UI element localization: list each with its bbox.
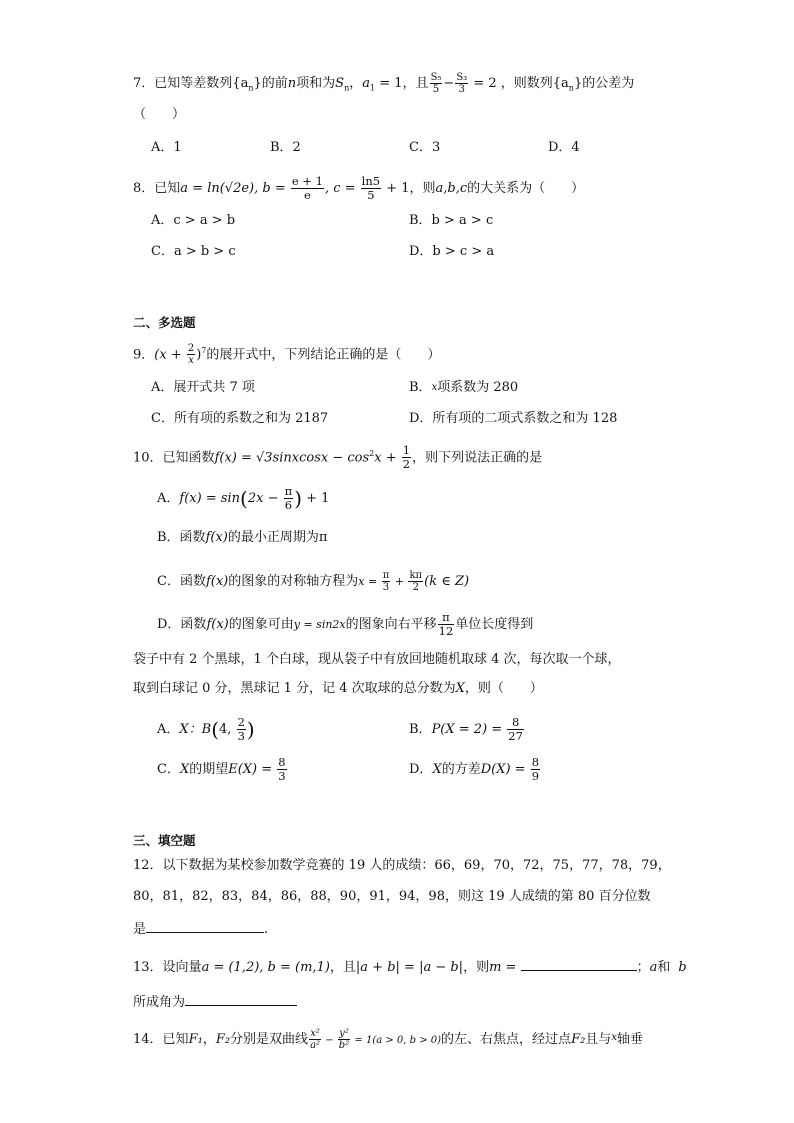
q13-line1: 13．设向量a = (1,2), b = (m,1)，且|a + b| = |a − b|，则m = ；a和 b <box>133 956 687 978</box>
q8-option-a: A．c > a > b <box>151 213 236 228</box>
q7-var-n: n <box>287 76 297 91</box>
q10-option-a: A．f(x) = sin(2x − $\frac{\pi}{6}$ ) + 1 <box>157 484 330 512</box>
q10-power: 2 <box>369 449 375 458</box>
q10-option-b: B．函数f(x)的最小正周期为π <box>157 530 328 545</box>
q9-option-a: A．展开式共 7 项 <box>151 380 255 395</box>
q8-option-d: D．b > c > a <box>409 244 495 259</box>
q8-frac-c: $\frac{\ln 5}{5}$ <box>361 174 381 202</box>
q8-expr: a = ln(√2e), b = <box>180 181 290 196</box>
q7-text: − <box>443 76 455 91</box>
q7-option-c: C．3 <box>409 140 441 155</box>
q7-option-b: B．2 <box>270 140 301 155</box>
q12-line2: 80，81，82，83，84，86，88，90，91，94，98，则这 19 人成绩的第 80 百分位数 <box>133 889 651 904</box>
q8-number: 8． <box>133 181 155 196</box>
q7-text: 已知等差数列 <box>154 76 233 91</box>
section-multiple-choice: 二、多选题 <box>133 315 196 330</box>
q7-paren: （ ） <box>133 107 186 122</box>
q9-option-b: B．$^x$项系数为 280 <box>409 380 519 395</box>
q7-text: 项和为 <box>296 76 336 91</box>
q7-text: ，且 <box>402 76 429 91</box>
q9-expr: ) <box>196 347 202 363</box>
q10-expr: x + <box>374 450 401 466</box>
q7-sub: 1 <box>370 83 376 93</box>
q9-option-d: D．所有项的二项式系数之和为 128 <box>409 411 618 426</box>
q11-line1: 袋子中有 2 个黑球，1 个白球，现从袋子中有放回地随机取球 4 次，每次取一个球， <box>133 652 621 667</box>
q7-option-d: D．4 <box>548 140 580 155</box>
q11-option-a: A．X：B(4, $\frac{2}{3}$ ) <box>157 715 255 743</box>
q7-text: 的公差为 <box>582 76 635 91</box>
q10-expr: f(x) = √3sinxcosx − cos <box>214 450 370 466</box>
q11-option-b: B．P(X = 2) = $\frac{8}{27}$ <box>409 715 523 743</box>
q13-line2: 所成角为 <box>133 991 297 1013</box>
q7-text: = 2 ， <box>469 76 514 91</box>
q11-option-d: D．X的方差D(X) = $\frac{8}{9}$ <box>409 755 540 783</box>
q10-option-c: C．函数f(x)的图象的对称轴方程为x = $\frac{\pi}{3}$ + $\frac{k\pi}{2}$ (k ∈ Z) <box>157 570 470 593</box>
q11-option-c: C．X的期望E(X) = $\frac{8}{3}$ <box>157 755 286 783</box>
q7-var-a: a <box>362 76 371 91</box>
q10-number: 10． <box>133 450 163 466</box>
q9-line1 <box>133 341 440 366</box>
q8-text: 已知 <box>154 181 181 196</box>
q9-frac: $\frac{2}{x}$ <box>187 343 195 367</box>
q8-frac-b: $\frac{e + 1}{e}$ <box>291 174 323 202</box>
q7-text: 则数列 <box>513 76 553 91</box>
q7-number: 7． <box>133 76 155 91</box>
q9-number: 9． <box>133 347 155 363</box>
q9-text: 的展开式中，下列结论正确的是（ ） <box>206 347 441 363</box>
q8-option-c: C．a > b > c <box>151 244 236 259</box>
q11-line2: 取到白球记 0 分，黑球记 1 分，记 4 次取球的总分数为X，则（ ） <box>133 681 543 696</box>
q12-line3: 是 . <box>133 918 268 940</box>
q7-line1 <box>133 72 634 99</box>
q9-power: 7 <box>201 346 207 355</box>
q7-text: 的前 <box>261 76 288 91</box>
q7-sub: n <box>344 83 350 93</box>
q7-seq: $\{a_n\}$ <box>232 76 262 93</box>
q7-seq: $\{a_n\}$ <box>552 76 583 93</box>
q7-frac-s5: $\frac{\text{S₅}}{5}$ <box>430 72 442 95</box>
q10-text: ，则下列说法正确的是 <box>412 450 543 466</box>
q13-answer-blank-1[interactable] <box>521 956 637 971</box>
q9-option-c: C．所有项的系数之和为 2187 <box>151 411 329 426</box>
q7-var-s: S <box>335 76 345 91</box>
q10-text: 已知函数 <box>162 450 215 466</box>
q7-text: ， <box>349 76 363 91</box>
section-fill-in: 三、填空题 <box>133 833 196 848</box>
q7-text: = 1 <box>375 76 403 91</box>
q8-line1 <box>133 175 584 202</box>
q8-expr: + 1 <box>382 181 410 196</box>
q8-vars: a,b,c <box>435 181 468 196</box>
q10-frac-half: $\frac{1}{2}$ <box>402 443 411 472</box>
q10-line1 <box>133 444 542 471</box>
q8-text: ，则 <box>409 181 436 196</box>
q8-expr: , c = <box>324 181 360 196</box>
q7-frac-s3: $\frac{\text{S₃}}{3}$ <box>456 72 468 95</box>
q8-option-b: B．b > a > c <box>409 213 494 228</box>
q14-line1: 14．已知F₁，F₂分别是双曲线 $\frac{\text{x²}}{\text{a²}}$ − $\frac{\text{y²}}{\text{b²}}$ = 1(a > 0, b > 0)的左、右焦点，经过点F₂且与$^x$轴垂 <box>133 1028 643 1051</box>
q9-expr: (x + <box>154 347 186 363</box>
q12-answer-blank[interactable] <box>146 918 264 933</box>
q7-option-a: A．1 <box>151 140 182 155</box>
q13-answer-blank-2[interactable] <box>185 991 297 1006</box>
q8-text: 的大关系为（ ） <box>467 181 585 196</box>
q12-line1: 12．以下数据为某校参加数学竞赛的 19 人的成绩：66，69，70，72，75，77，78，79， <box>133 858 671 873</box>
q10-option-d: D．函数f(x)的图象可由y = sin2x的图象向右平移 $\frac{\pi}{12}$ 单位长度得到 <box>157 610 534 638</box>
